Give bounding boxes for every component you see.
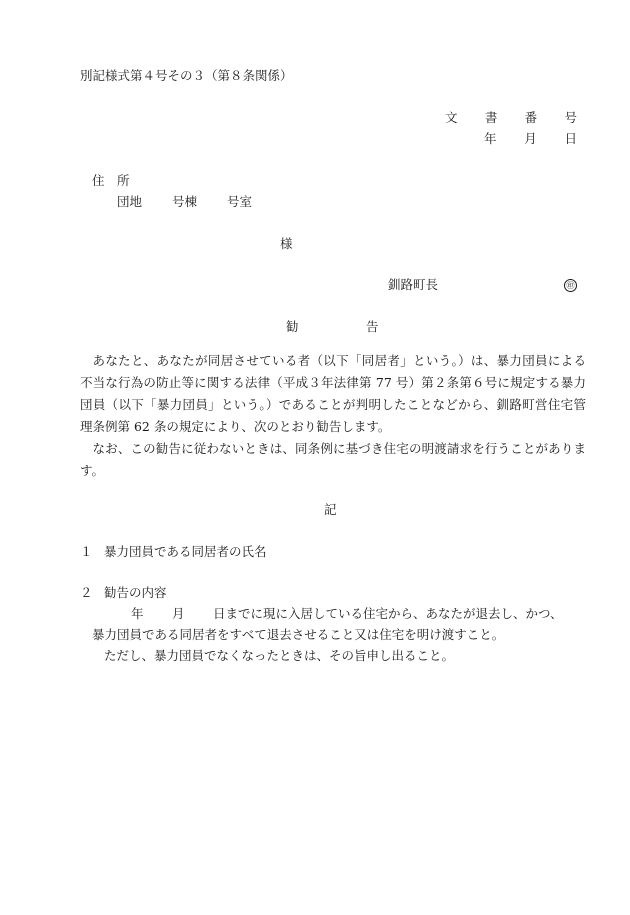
date-month-label: 月 [524,131,537,146]
content-line-2: 暴力団員である同居者をすべて退去させること又は住宅を明け渡すこと。 [92,627,505,642]
address-label: 住 所 [92,173,130,188]
doc-number-char: 書 [484,110,498,125]
address-room: 号室 [227,194,253,209]
content-month-label: 月 [172,606,185,621]
sender-title: 釧路町長 [388,277,439,292]
doc-number-char: 番 [524,110,538,125]
content-year-label: 年 [131,606,144,621]
date-day-label: 日 [564,131,577,146]
document-number [445,110,577,126]
heading-kan: 勧 [286,319,299,334]
address-danchi: 団地 [117,194,143,209]
doc-number-char: 号 [564,110,577,125]
seal-icon: ㊞ [564,279,577,292]
item-title: 勧告の内容 [104,585,167,600]
addressee-suffix: 様 [280,236,293,251]
heading-koku: 告 [366,319,379,334]
document-date [484,131,577,147]
content-line-3: ただし、暴力団員でなくなったときは、その旨申し出ること。 [104,648,455,663]
body-paragraph-1: あなたと、あなたが同居させている者（以下「同居者」という。）は、暴力団員による不当な行為の防止等に関する法律（平成３年法律第 77 号）第２条第６号に規定する暴力団員（以下「暴力団員」という。）であることが判明したことなどから、釧路町営住宅管理条例第 62 条の規定により、次のとおり勧告します。 [80,353,586,434]
body-paragraph-2: なお、この勧告に従わないときは、同条例に基づき住宅の明渡請求を行うことがあります。 [80,441,586,478]
ki-marker: 記 [324,502,337,517]
form-title: 別記様式第４号その３（第８条関係） [80,68,293,83]
item-number: ２ [80,585,93,600]
item-number: １ [80,544,93,559]
item-title: 暴力団員である同居者の氏名 [104,544,267,559]
content-line-1: 日までに現に入居している住宅から、あなたが退去し、かつ、 [213,606,563,621]
doc-number-char: 文 [445,110,458,125]
address-building: 号棟 [172,194,198,209]
date-year-label: 年 [484,131,497,146]
